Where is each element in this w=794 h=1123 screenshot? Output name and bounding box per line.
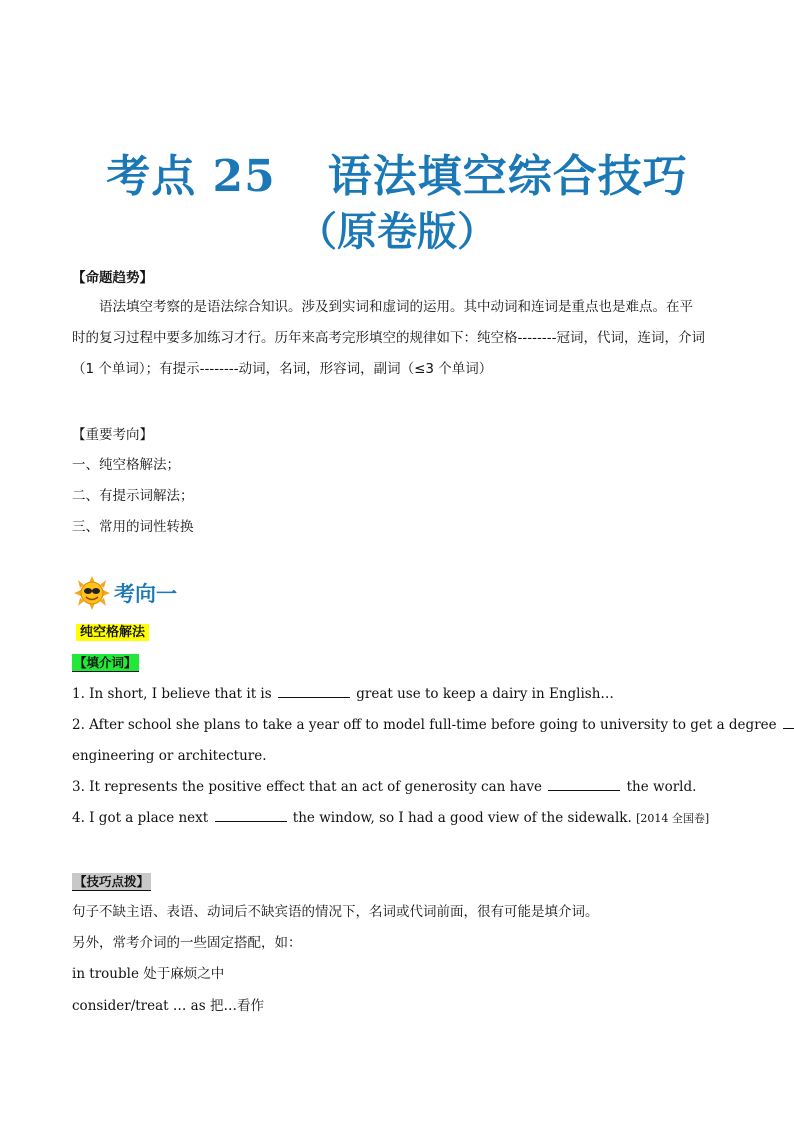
section-subtitle: 纯空格解法 <box>76 624 149 641</box>
direction-item-3: 三、常用的词性转换 <box>72 519 194 535</box>
tips-line-4: consider/treat … as 把…看作 <box>72 998 264 1014</box>
exercise-2 <box>72 715 777 735</box>
exercise-3 <box>72 777 722 797</box>
exercise-3-text-end: the world. <box>626 779 697 795</box>
tips-line-3: in trouble 处于麻烦之中 <box>72 966 225 982</box>
page-subtitle: （原卷版） <box>297 208 497 255</box>
trend-para-line-3: （1 个单词）；有提示--------动词，名词，形容词，副词（≤3 个单词） <box>72 361 493 377</box>
section-subtitle-wrap <box>76 622 726 643</box>
trend-heading: 【命题趋势】 <box>72 270 153 286</box>
tips-line-1: 句子不缺主语、表语、动词后不缺宾语的情况下，名词或代词前面，很有可能是填介词。 <box>72 904 599 920</box>
exercise-1-text-end: great use to keep a dairy in English… <box>356 686 614 702</box>
directions-heading: 【重要考向】 <box>72 427 153 443</box>
page-title <box>0 140 794 204</box>
exercise-4-source: [2014 全国卷] <box>636 812 710 825</box>
tips-tag-wrap <box>72 872 722 892</box>
title-part2: 语法填空综合技巧 <box>327 151 688 202</box>
title-part1: 考点 25 <box>106 151 276 202</box>
exercise-4-text-end: the window, so I had a good view of the sidewalk. <box>292 810 632 826</box>
direction-item-1: 一、纯空格解法； <box>72 457 180 473</box>
exercise-1 <box>72 684 722 704</box>
exercise-2-line-2: engineering or architecture. <box>72 748 267 764</box>
answer-blank-2[interactable] <box>783 716 794 729</box>
prep-tag-wrap <box>72 653 722 673</box>
exercise-1-text: 1. In short, I believe that it is <box>72 686 272 702</box>
sun-with-sunglasses-icon <box>72 576 112 610</box>
exercise-4 <box>72 808 722 829</box>
exercise-4-text: 4. I got a place next <box>72 810 209 826</box>
answer-blank-1[interactable] <box>278 685 350 698</box>
answer-blank-3[interactable] <box>548 778 620 791</box>
tips-tag: 【技巧点拨】 <box>74 874 150 889</box>
trend-para-line-2: 时的复习过程中要多加练习才行。历年来高考完形填空的规律如下：纯空格--------冠词，代词，连词，介词 <box>72 330 705 346</box>
direction-item-2: 二、有提示词解法； <box>72 488 194 504</box>
prep-tag: 【填介词】 <box>74 655 137 670</box>
section-title: 考向一 <box>114 581 177 606</box>
exercise-3-text: 3. It represents the positive effect that an act of generosity can have <box>72 779 543 795</box>
answer-blank-4[interactable] <box>215 809 287 822</box>
exercise-2-text: 2. After school she plans to take a year off to model full-time before going to university to get a degree <box>72 717 777 733</box>
tips-line-2: 另外，常考介词的一些固定搭配，如： <box>72 935 302 951</box>
trend-para-line-1: 语法填空考察的是语法综合知识。涉及到实词和虚词的运用。其中动词和连词是重点也是难点。在平 <box>99 299 693 315</box>
